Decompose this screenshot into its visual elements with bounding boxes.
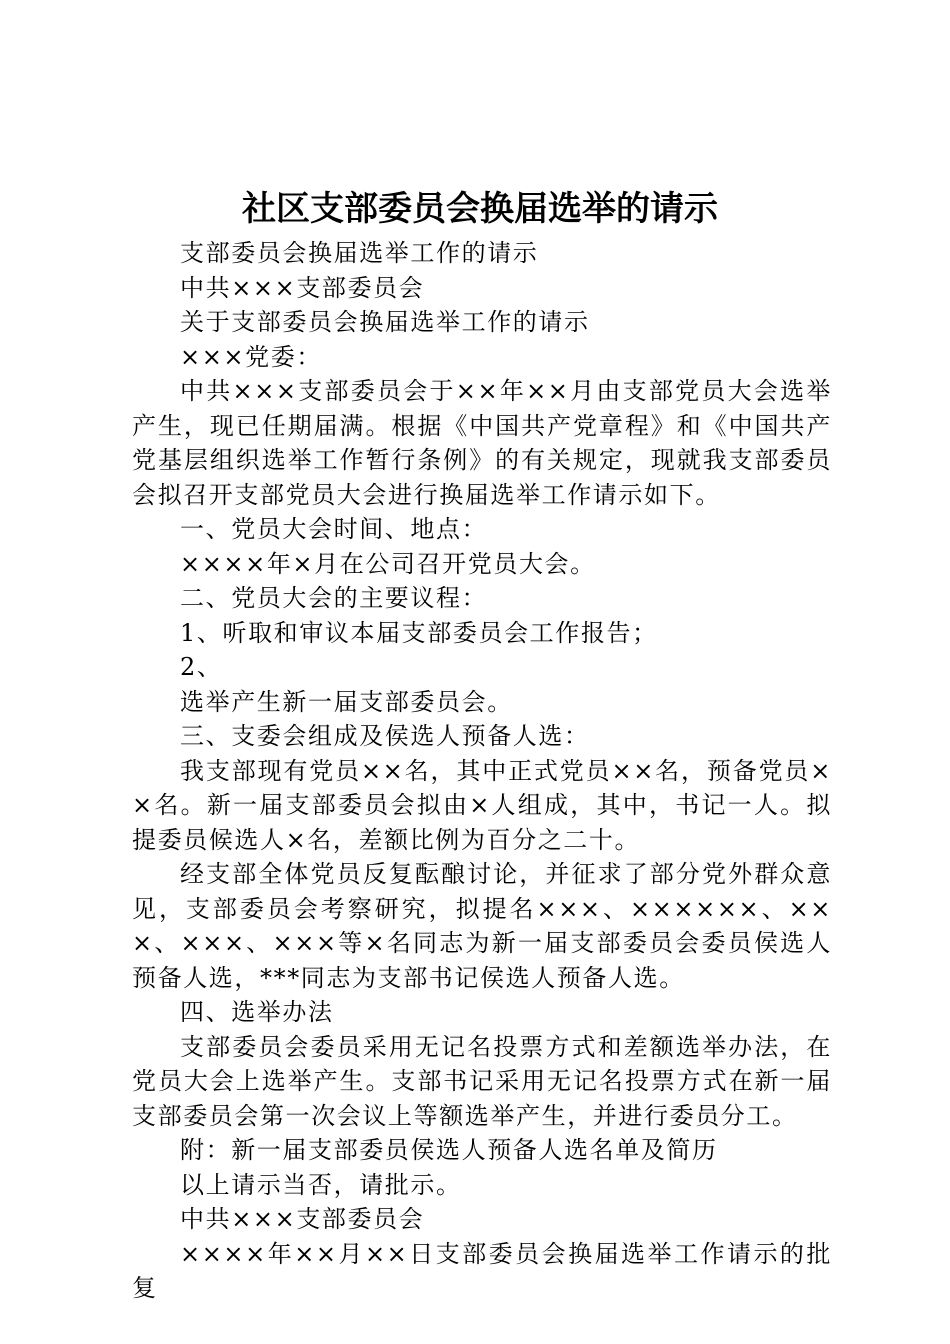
- paragraph: 经支部全体党员反复酝酿讨论，并征求了部分党外群众意见，支部委员会考察研究，拟提名×××、××××××、×××、×××、×××等×名同志为新一届支部委员会委员侯选人预备人选，***同志为支部书记侯选人预备人选。: [132, 860, 832, 992]
- paragraph: 1、听取和审议本届支部委员会工作报告；: [180, 618, 658, 647]
- paragraph: 中共×××支部委员会于××年××月由支部党员大会选举产生，现已任期届满。根据《中国共产党章程》和《中国共产党基层组织选举工作暂行条例》的有关规定，现就我支部委员会拟召开支部党员大会进行换届选举工作请示如下。: [132, 377, 832, 509]
- paragraph: 支部委员会委员采用无记名投票方式和差额选举办法，在党员大会上选举产生。支部书记采用无记名投票方式在新一届支部委员会第一次会议上等额选举产生，并进行委员分工。: [132, 1032, 832, 1130]
- paragraph: 中共×××支部委员会: [180, 273, 425, 302]
- paragraph: 附：新一届支部委员侯选人预备人选名单及简历: [180, 1136, 718, 1164]
- paragraph: ×××党委：: [180, 342, 322, 371]
- document-title: 社区支部委员会换届选举的请示: [242, 189, 718, 229]
- paragraph: 三、支委会组成及侯选人预备人选：: [180, 722, 590, 750]
- paragraph: 以上请示当否，请批示。: [180, 1170, 462, 1199]
- paragraph: 四、选举办法: [180, 998, 334, 1026]
- document-body: [132, 236, 832, 1306]
- paragraph: 一、党员大会时间、地点：: [180, 515, 488, 543]
- paragraph: 2、: [180, 653, 223, 681]
- paragraph: 我支部现有党员××名，其中正式党员××名，预备党员××名。新一届支部委员会拟由×人组成，其中，书记一人。拟提委员候选人×名，差额比例为百分之二十。: [132, 756, 832, 854]
- paragraph: 二、党员大会的主要议程：: [180, 584, 488, 612]
- paragraph: 关于支部委员会换届选举工作的请示: [180, 308, 590, 336]
- paragraph: ××××年×月在公司召开党员大会。: [180, 549, 596, 578]
- paragraph: 支部委员会换届选举工作的请示: [180, 239, 539, 267]
- paragraph: ××××年××月××日支部委员会换届选举工作请示的批复: [132, 1239, 832, 1302]
- paragraph: 选举产生新一届支部委员会。: [180, 687, 513, 716]
- paragraph: 中共×××支部委员会: [180, 1205, 425, 1233]
